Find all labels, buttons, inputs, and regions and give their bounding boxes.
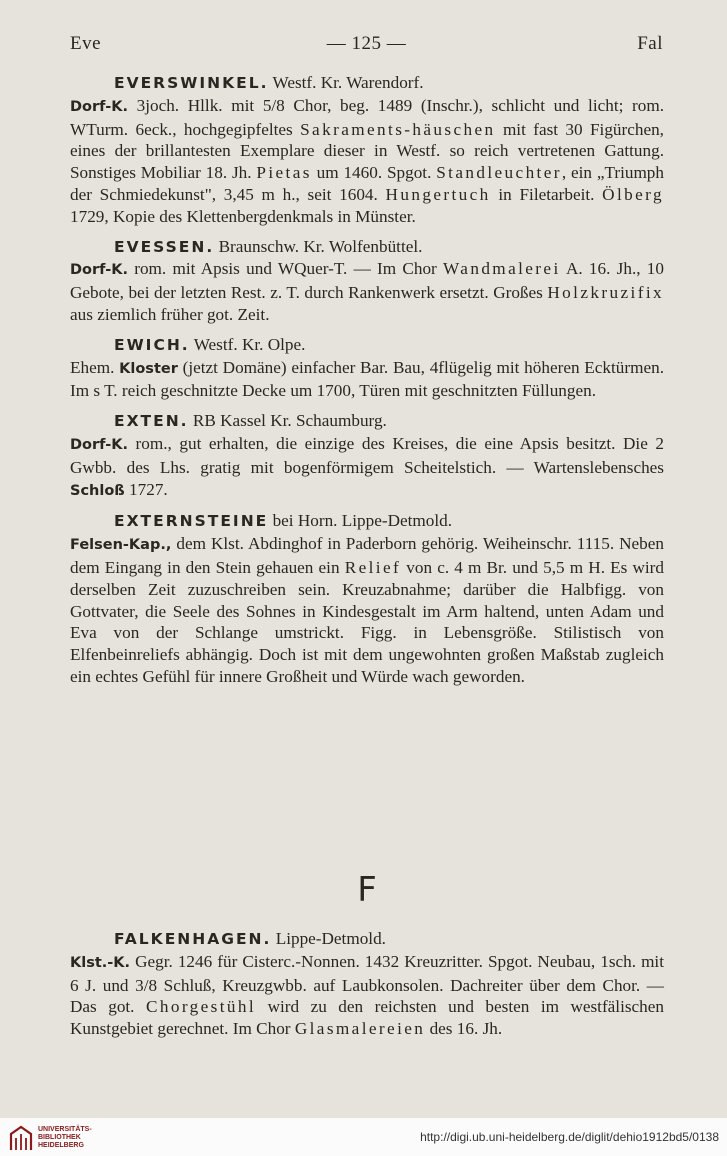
library-name: UNIVERSITÄTS- BIBLIOTHEK HEIDELBERG — [38, 1126, 92, 1149]
building-keyword: Klst.-K. — [70, 954, 131, 971]
entries-f — [70, 928, 664, 1048]
entry-falkenhagen: FALKENHAGEN. Lippe-Detmold. Klst.-K. Gegr. 1246 für Cisterc.-Nonnen. 1432 Kreuzritter. Spgot. Neubau, 1sch. mit 6 J. und 3/8 Schluß, Kreuzgwbb. auf Laubkonsolen. Dachreiter über dem Chor. — Das got. Chorgestühl wird zu den reichsten und besten im westfälischen Kunstgebiet gerechnet. Im Chor Glasmalereien des 16. Jh. — [70, 929, 664, 1039]
building-keyword: Schloß — [70, 482, 125, 499]
entry-lemma: EVERSWINKEL. — [114, 74, 269, 92]
entry-lemma: EVESSEN. — [114, 237, 215, 256]
entries-e — [70, 72, 664, 696]
entry-exten: EXTEN. RB Kassel Kr. Schaumburg. Dorf-K. rom., gut erhalten, die einzige des Kreises, die eine Apsis besitzt. Die 2 Gwbb. des Lhs. gratig mit bogenförmigem Scheitelstich. — Wartenslebensches Schloß 1727. — [70, 411, 664, 499]
building-keyword: Kloster — [119, 360, 178, 377]
entry-evessen: EVESSEN. Braunschw. Kr. Wolfenbüttel. Dorf-K. rom. mit Apsis und WQuer-T. — Im Chor Wandmalerei A. 16. Jh., 10 Gebote, bei der letzten Rest. z. T. durch Rankenwerk ersetzt. Großes Holzkruzifix aus ziemlich früher got. Zeit. — [70, 236, 664, 324]
fraction: 5/8 — [262, 95, 285, 115]
entry-lemma: FALKENHAGEN. — [114, 930, 272, 948]
entry-lemma: EXTERNSTEINE — [114, 512, 269, 531]
building-keyword: Dorf-K. — [70, 436, 128, 453]
building-keyword: Dorf-K. — [70, 262, 128, 279]
entry-ewich: EWICH. Westf. Kr. Olpe. Ehem. Kloster (jetzt Domäne) einfacher Bar. Bau, 4flügelig mit höheren Ecktürmen. Im s T. reich geschnitzte Decke um 1700, Türen mit geschnitzten Füllungen. — [70, 334, 664, 401]
entry-externsteine: EXTERNSTEINE bei Horn. Lippe-Detmold. Felsen-Kap., dem Klst. Abdinghof in Paderborn gehörig. Weiheinschr. 1115. Neben dem Eingang in den Stein gehauen ein Relief von c. 4 m Br. und 5,5 m H. Es wird derselben Zeit zuzuschreiben sein. Kreuzabnahme; darüber die Halbfigg. von Gottvater, die Seele des Sohnes in Kindesgestalt im Arm haltend, unten Adam und Eva von der Schlange umstrickt. Figg. in Lebensgröße. Stilistisch von Elfenbeinreliefs abhängig. Doch ist mit dem ungewohnten großen Maßstab zugleich ein echtes Gefühl für innere Großheit und Würde wach geworden. — [70, 511, 664, 686]
viewer-footer — [0, 1118, 727, 1156]
entry-everswinkel: EVERSWINKEL. Westf. Kr. Warendorf. Dorf-K. 3joch. Hllk. mit 5/8 Chor, beg. 1489 (Inschr.), schlicht und licht; rom. WTurm. 6eck., hochgegipfeltes Sakraments-häuschen mit fast 30 Figürchen, eines der brillantesten Exemplare dieser in Westf. so reich vertretenen Gattung. Sonstiges Mobiliar 18. Jh. Pietas um 1460. Spgot. Standleuchter, ein „Triumph der Schmiedekunst", 3,45 m h., seit 1604. Hungertuch in Filetarbeit. Ölberg 1729, Kopie des Klettenbergdenkmals in Münster. — [70, 73, 664, 226]
entry-lemma: EWICH. — [114, 335, 190, 354]
building-keyword: Dorf-K. — [70, 98, 128, 115]
section-letter: F — [357, 870, 377, 910]
permalink-url[interactable]: http://digi.ub.uni-heidelberg.de/diglit/dehio1912bd5/0138 — [420, 1130, 719, 1144]
header-right-word: Fal — [637, 33, 663, 54]
page-number: — 125 — — [326, 33, 407, 54]
fraction: 3/8 — [135, 975, 158, 995]
university-library-logo-icon — [8, 1124, 34, 1152]
entry-lemma: EXTEN. — [114, 412, 189, 431]
header-left-word: Eve — [70, 33, 102, 54]
building-keyword: Felsen-Kap., — [70, 537, 172, 554]
running-header — [70, 33, 663, 59]
